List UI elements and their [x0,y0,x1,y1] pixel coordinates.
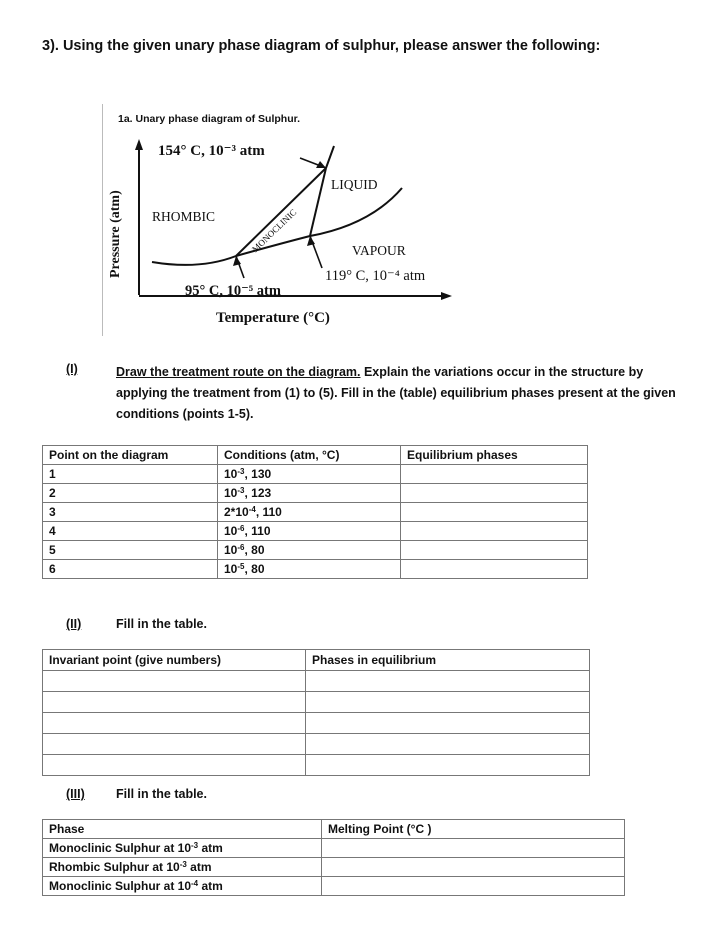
part1-instruction-underlined: Draw the treatment route on the diagram. [116,365,361,379]
curve-rhombic-vapour [152,256,236,265]
phases-answer-cell[interactable] [401,541,588,560]
x-axis-label: Temperature (°C) [216,310,330,326]
table-row [43,713,590,734]
table-row [43,755,590,776]
y-axis-arrow [135,139,143,150]
answer-cell[interactable] [306,692,590,713]
melting-point-table [42,819,625,896]
phases-answer-cell[interactable] [401,560,588,579]
x-axis-arrow [441,292,452,300]
answer-cell[interactable] [43,713,306,734]
answer-cell[interactable] [306,671,590,692]
table-row [43,858,625,877]
table-row [43,522,588,541]
answer-cell[interactable] [306,734,590,755]
diagram-caption: 1a. Unary phase diagram of Sulphur. [118,113,301,125]
table-row [43,503,588,522]
header-melting-point: Melting Point (°C ) [322,820,625,839]
table-row [43,560,588,579]
invariant-table [42,649,590,776]
label-rhombic: RHOMBIC [152,209,216,224]
point-cell: 2 [43,484,218,503]
part3-instruction: Fill in the table. [116,787,207,801]
point-cell: 4 [43,522,218,541]
conditions-cell: $10^{-5}$, 80 [218,560,401,579]
answer-cell[interactable] [306,755,590,776]
part2-label: (II) [66,617,82,631]
conditions-cell: $10^{-3}$, 123 [218,484,401,503]
phases-answer-cell[interactable] [401,503,588,522]
answer-cell[interactable] [306,713,590,734]
table-row [43,484,588,503]
table-header-row [43,650,590,671]
phases-answer-cell[interactable] [401,465,588,484]
point-cell: 1 [43,465,218,484]
table-row [43,877,625,896]
header-conditions: Conditions (atm, °C) [218,446,401,465]
answer-cell[interactable] [43,692,306,713]
label-triple-top: 154° C, 10⁻³ atm [158,143,265,159]
phases-answer-cell[interactable] [401,522,588,541]
question-title: 3). Using the given unary phase diagram of sulphur, please answer the following: [42,38,601,54]
curve-liquid-vapour [310,188,402,236]
header-phases-equilibrium: Phases in equilibrium [306,650,590,671]
conditions-cell: $10^{-6}$, 110 [218,522,401,541]
header-point: Point on the diagram [43,446,218,465]
table-row [43,692,590,713]
table-row [43,839,625,858]
point-cell: 5 [43,541,218,560]
phase-cell: Rhombic Sulphur at $10^{-3}$ atm [43,858,322,877]
label-liquid: LIQUID [331,177,378,192]
part1-label: (I) [66,362,78,376]
table-header-row [43,820,625,839]
conditions-cell: $10^{-3}$, 130 [218,465,401,484]
y-axis-label: Pressure (atm) [108,190,123,278]
label-triple-left: 95° C, 10⁻⁵ atm [185,283,281,299]
phase-cell: Monoclinic Sulphur at $10^{-3}$ atm [43,839,322,858]
label-vapour: VAPOUR [352,243,406,258]
table-row [43,541,588,560]
part1-instruction-rest: Explain the variations occur in the structure by applying the treatment from (1) to (5). Fill in the (table) equilibrium phases present at the given conditions (points 1-5). [116,365,676,421]
answer-cell[interactable] [43,671,306,692]
answer-cell[interactable] [43,755,306,776]
phase-cell: Monoclinic Sulphur at $10^{-4}$ atm [43,877,322,896]
conditions-cell: $10^{-6}$, 80 [218,541,401,560]
curve-monoclinic-liquid [310,168,326,236]
table-row [43,465,588,484]
melting-answer-cell[interactable] [322,877,625,896]
conditions-cell: $2*10^{-4}$, 110 [218,503,401,522]
point-cell: 6 [43,560,218,579]
melting-answer-cell[interactable] [322,858,625,877]
part1-instruction [116,362,676,425]
conditions-table [42,445,588,579]
answer-cell[interactable] [43,734,306,755]
part3-label: (III) [66,787,85,801]
table-row [43,734,590,755]
table-row [43,671,590,692]
phases-answer-cell[interactable] [401,484,588,503]
label-triple-right: 119° C, 10⁻⁴ atm [325,268,426,284]
table-header-row [43,446,588,465]
label-monoclinic: MONOCLINIC [250,207,299,255]
curve-rhombic-liquid [326,146,334,168]
header-invariant: Invariant point (give numbers) [43,650,306,671]
part2-instruction: Fill in the table. [116,617,207,631]
header-phases: Equilibrium phases [401,446,588,465]
point-cell: 3 [43,503,218,522]
melting-answer-cell[interactable] [322,839,625,858]
header-phase: Phase [43,820,322,839]
